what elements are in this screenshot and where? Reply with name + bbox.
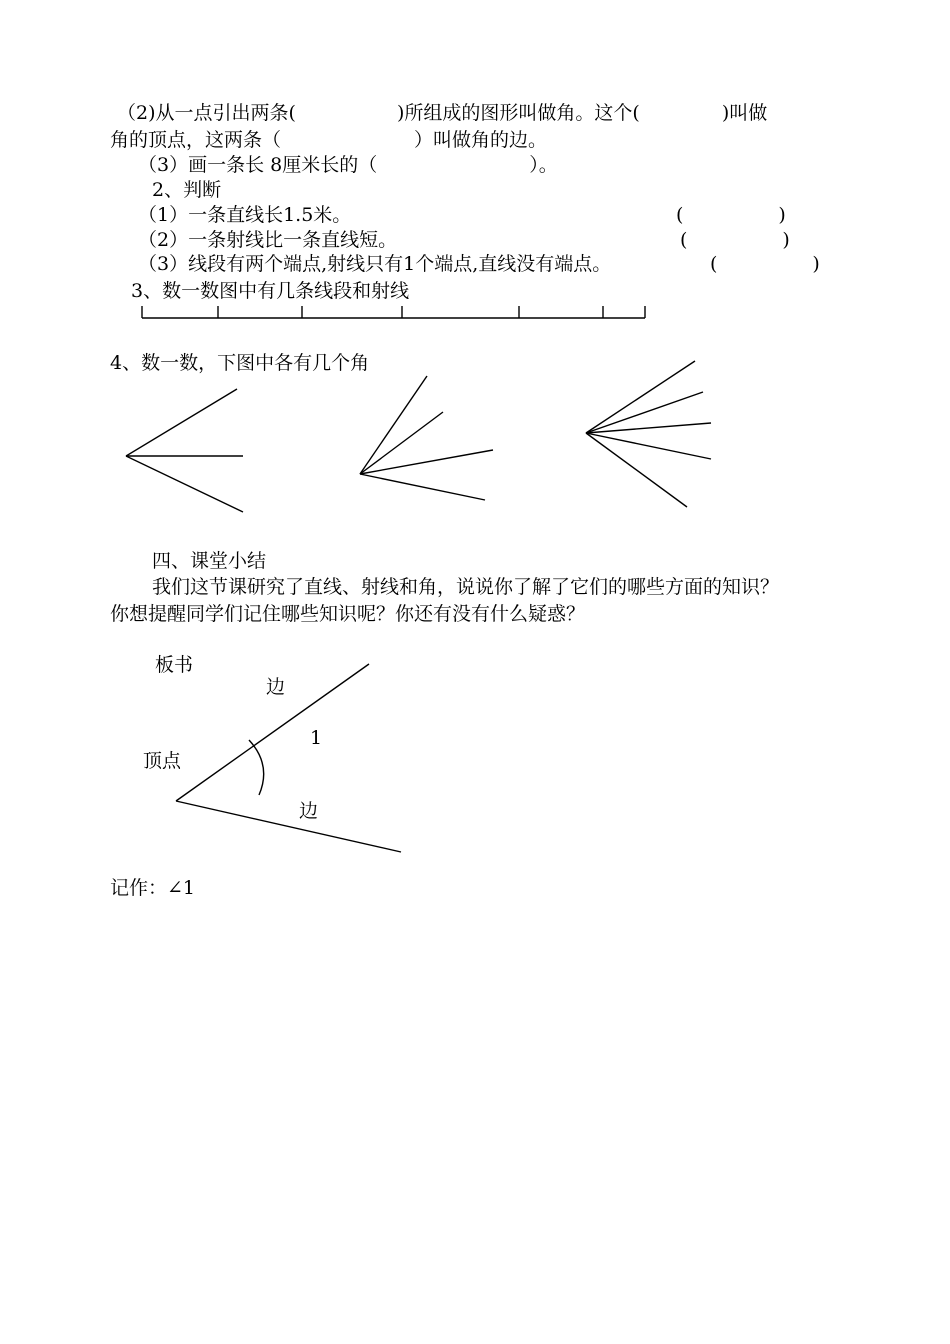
- q2-item-2: （2）一条射线比一条直线短。: [138, 229, 398, 251]
- summary-line-2: 你想提醒同学们记住哪些知识呢？你还有没有什么疑惑？: [110, 603, 586, 625]
- angle-notation: 记作：∠1: [110, 877, 196, 899]
- q3-title: 3、数一数图中有几条线段和射线: [131, 280, 410, 302]
- label-side-top: 边: [266, 676, 286, 698]
- label-side-bottom: 边: [299, 800, 319, 822]
- q4-title: 4、数一数，下图中各有几个角: [110, 352, 370, 374]
- q2-item-3-bracket: ( ): [710, 253, 820, 275]
- q2-item-1-bracket: ( ): [676, 204, 786, 226]
- label-vertex: 顶点: [143, 750, 182, 772]
- board-title: 板书: [155, 654, 194, 676]
- q2-item-1: （1）一条直线长1.5米。: [138, 204, 352, 226]
- angle-side-bottom: [176, 801, 401, 852]
- q2-item-2-bracket: ( ): [680, 229, 790, 251]
- summary-line-1: 我们这节课研究了直线、射线和角，说说你了解了它们的哪些方面的知识？: [152, 576, 780, 598]
- label-angle-number: 1: [310, 727, 323, 749]
- q1-item2-line2: 角的顶点，这两条（ ）叫做角的边。: [110, 129, 548, 151]
- q2-item-3: （3）线段有两个端点,射线只有1个端点,直线没有端点。: [138, 253, 612, 275]
- q1-item2-line1: （2)从一点引出两条( )所组成的图形叫做角。这个( )叫做: [117, 102, 768, 124]
- summary-title: 四、课堂小结: [152, 550, 267, 572]
- q2-title: 2、判断: [152, 179, 222, 201]
- q1-item3: （3）画一条长 8厘米长的（ ）。: [138, 154, 558, 176]
